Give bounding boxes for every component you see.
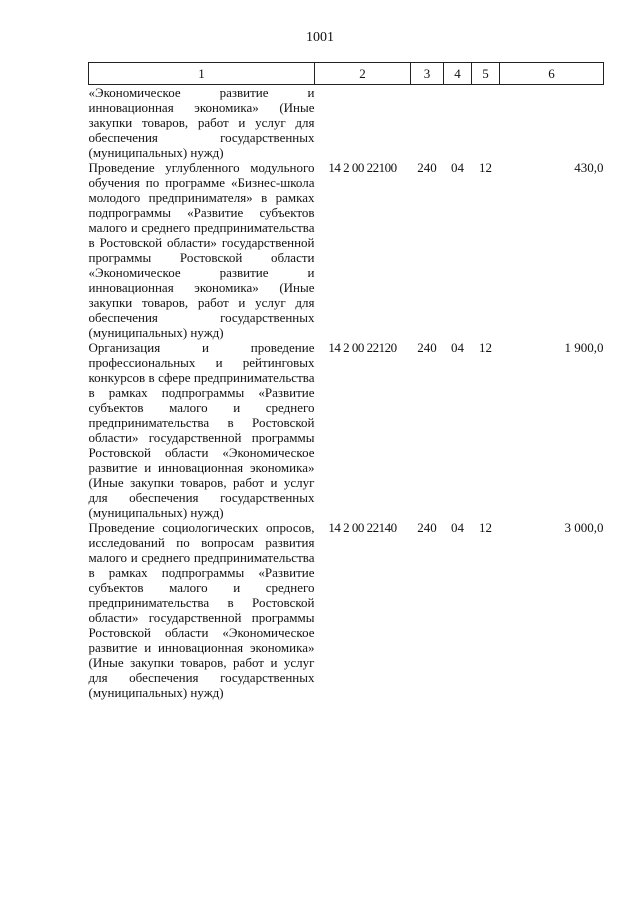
column-header: 1 <box>89 63 315 85</box>
row-code: 14 2 00 22100 <box>328 160 397 175</box>
column-header: 2 <box>315 63 411 85</box>
row-code: 14 2 00 22120 <box>328 340 397 355</box>
row-rz: 04 <box>451 160 464 175</box>
table-row <box>89 520 604 700</box>
row-description: «Экономическое развитие и инновационная экономика» (Иные закупки товаров, работ и услуг для обеспечения государственных (муниципальных) нужд) <box>88 85 315 160</box>
row-description: Проведение социологических опросов, исследований по вопросам развития малого и среднего предпринимательства в рамках подпрограммы «Развитие субъектов малого и среднего предпринимательства в Ростовской области» государственной программы Ростовской области «Экономическое развитие и инновационная экономика» (Иные закупки товаров, работ и услуг для обеспечения государственных (муниципальных) нужд) <box>88 520 315 700</box>
row-code: 14 2 00 22140 <box>328 520 397 535</box>
table-header-row <box>89 63 604 85</box>
row-amount: 430,0 <box>574 160 604 175</box>
page-number: 1001 <box>306 30 334 45</box>
row-pr: 12 <box>479 520 492 535</box>
row-vr: 240 <box>417 160 437 175</box>
row-vr <box>411 85 444 161</box>
table-row <box>89 160 604 340</box>
row-vr: 240 <box>417 520 437 535</box>
row-amount: 1 900,0 <box>564 340 604 355</box>
row-description: Организация и проведение профессиональных и рейтинговых конкурсов в сфере предпринимательства в рамках подпрограммы «Развитие субъектов малого и среднего предпринимательства в Ростовской области» государственной программы Ростовской области «Экономическое развитие и инновационная экономика» (Иные закупки товаров, работ и услуг для обеспечения государственных (муниципальных) нужд) <box>88 340 315 520</box>
column-header: 6 <box>500 63 604 85</box>
row-pr <box>472 85 500 161</box>
row-code <box>315 85 411 161</box>
column-header: 5 <box>472 63 500 85</box>
row-pr: 12 <box>479 160 492 175</box>
column-header: 3 <box>411 63 444 85</box>
row-amount <box>500 85 604 161</box>
column-header: 4 <box>444 63 472 85</box>
row-pr: 12 <box>479 340 492 355</box>
row-description: Проведение углубленного модульного обучения по программе «Бизнес-школа молодого предпринимателя» в рамках подпрограммы «Развитие субъектов малого и среднего предпринимательства в Ростовской области» государственной программы Ростовской области «Экономическое развитие и инновационная экономика» (Иные закупки товаров, работ и услуг для обеспечения государственных (муниципальных) нужд) <box>88 160 315 340</box>
table-row <box>89 340 604 520</box>
row-rz <box>444 85 472 161</box>
row-rz: 04 <box>451 340 464 355</box>
budget-table <box>88 62 604 700</box>
row-rz: 04 <box>451 520 464 535</box>
row-vr: 240 <box>417 340 437 355</box>
row-amount: 3 000,0 <box>564 520 604 535</box>
table-row <box>89 85 604 161</box>
